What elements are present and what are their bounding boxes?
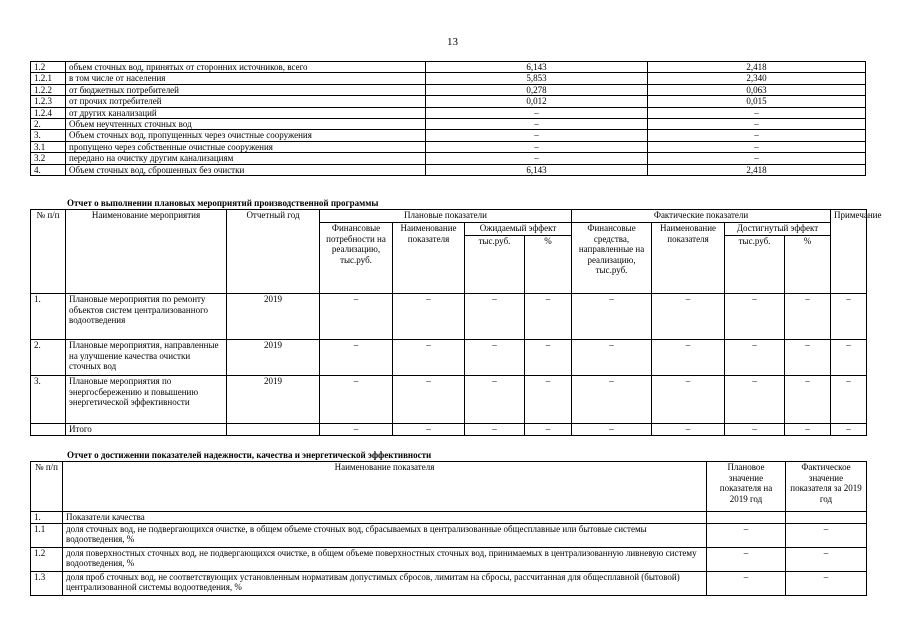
cell-value: – [525,294,572,340]
cell-value: – [525,424,572,436]
cell-value: – [831,294,867,340]
cell-value: – [572,340,652,376]
header-fact-pct: % [785,236,831,294]
cell-value: – [572,294,652,340]
cell-value: – [525,376,572,424]
cell-value: – [725,424,785,436]
cell-value: – [393,340,465,376]
header-fact: Фактическое значение показателя за 2019 год [786,462,867,512]
row-number: 1. [31,294,66,340]
value-fact: – [786,547,867,571]
header-expected-effect: Ожидаемый эффект [465,223,572,236]
header-fact-finance: Финансовые средства, направленные на реализацию, тыс.руб. [572,223,652,294]
value-plan: 0,012 [426,96,648,107]
cell-value: – [465,294,525,340]
value-plan: – [426,141,648,152]
header-plan-rub: тыс.руб. [465,236,525,294]
value-plan: – [707,523,786,547]
table-row [31,141,866,152]
header-fact-rub: тыс.руб. [725,236,785,294]
table-row [31,547,867,571]
reliability-section-title: Отчет о достижении показателей надежности, качества и энергетической эффективности [67,450,432,460]
cell-value: – [725,294,785,340]
row-name: Показатели качества [63,512,707,524]
row-number: 1.3 [31,571,63,595]
header-note: Примечание [831,210,867,294]
row-number: 3.2 [31,153,66,164]
value-plan [707,512,786,524]
row-name: доля проб сточных вод, не соответствующих установленным нормативам допустимых сбросов, лимитам на сбросы, рассчитанная для общесплавной (бытовой) централизованной системы водоотведения, % [63,571,707,595]
row-name: Объем сточных вод, пропущенных через очистные сооружения [66,130,426,141]
row-name: передано на очистку другим канализациям [66,153,426,164]
header-fact-indicator: Наименование показателя [652,223,725,294]
cell-value: – [785,376,831,424]
table-row [31,130,866,141]
row-name: от других канализаций [66,107,426,118]
row-number: 1.2.4 [31,107,66,118]
table-row [31,107,866,118]
cell-value: – [831,340,867,376]
value-plan: 5,853 [426,73,648,84]
cell-value: – [652,294,725,340]
row-name: Плановые мероприятия по ремонту объектов систем централизованного водоотведения [66,294,227,340]
row-name: доля сточных вод, не подвергающихся очистке, в общем объеме сточных вод, сбрасываемых в централизованные общесплавные или бытовые системы водоотведения, % [63,523,707,547]
value-plan: – [707,571,786,595]
table-row [31,340,867,376]
row-name: Плановые мероприятия по энергосбережению и повышению энергетической эффективности [66,376,227,424]
cell-value: – [831,376,867,424]
cell-value: – [652,424,725,436]
row-name: от бюджетных потребителей [66,84,426,95]
row-name: объем сточных вод, принятых от сторонних источников, всего [66,62,426,73]
cell-value: – [785,340,831,376]
cell-value: – [572,376,652,424]
table-row [31,73,866,84]
row-number: 1.2 [31,547,63,571]
value-fact: 2,340 [648,73,866,84]
value-fact: 2,418 [648,164,866,175]
header-plan: Плановое значение показателя на 2019 год [707,462,786,512]
cell-value: – [572,424,652,436]
header-year: Отчетный год [227,210,320,294]
cell-value: – [652,340,725,376]
value-fact: – [786,571,867,595]
value-fact: – [648,141,866,152]
row-name: Объем сточных вод, сброшенных без очистки [66,164,426,175]
cell-value: – [785,294,831,340]
value-fact: – [648,118,866,129]
row-year: 2019 [227,376,320,424]
value-fact [786,512,867,524]
value-fact: – [648,153,866,164]
row-number: 3. [31,130,66,141]
table-row [31,376,867,424]
header-num: № п/п [31,210,66,294]
cell-value: – [785,424,831,436]
header-row [31,210,867,223]
value-plan: 6,143 [426,62,648,73]
header-achieved-effect: Достигнутый эффект [725,223,831,236]
header-plan-indicator: Наименование показателя [393,223,465,294]
value-plan: 0,278 [426,84,648,95]
value-fact: 2,418 [648,62,866,73]
header-num: № п/п [31,462,63,512]
reliability-indicators-table [30,461,867,596]
value-fact: – [786,523,867,547]
table-row [31,96,866,107]
row-name: Плановые мероприятия, направленные на улучшение качества очистки сточных вод [66,340,227,376]
table-row [31,84,866,95]
cell-value: – [831,424,867,436]
row-number: 3. [31,376,66,424]
value-fact: – [648,107,866,118]
cell-value: – [652,376,725,424]
row-name: доля поверхностных сточных вод, не подвергающихся очистке, в общем объеме поверхностных сточных вод, принимаемых в централизованную ливневую систему водоотведения, % [63,547,707,571]
cell-value: – [320,424,393,436]
row-name: от прочих потребителей [66,96,426,107]
cell-value: – [465,376,525,424]
row-year: 2019 [227,340,320,376]
cell-value: – [393,294,465,340]
header-plan-pct: % [525,236,572,294]
row-number: 1.1 [31,523,63,547]
row-number: 3.1 [31,141,66,152]
cell-value: – [465,424,525,436]
table-row [31,153,866,164]
value-plan: – [426,153,648,164]
value-fact: 0,063 [648,84,866,95]
total-row [31,424,867,436]
table-row [31,512,867,524]
cell-value: – [465,340,525,376]
cell-value: – [725,376,785,424]
value-fact: – [648,130,866,141]
wastewater-volume-table [30,61,866,176]
value-plan: 6,143 [426,164,648,175]
value-plan: – [707,547,786,571]
value-plan: – [426,130,648,141]
table-row [31,118,866,129]
table-row [31,571,867,595]
row-number [31,424,66,436]
row-name: Объем неучтенных сточных вод [66,118,426,129]
cell-value: – [320,294,393,340]
row-number: 4. [31,164,66,175]
row-name: Итого [66,424,227,436]
cell-value: – [320,340,393,376]
page-number: 13 [447,36,458,48]
row-number: 1. [31,512,63,524]
value-fact: 0,015 [648,96,866,107]
row-number: 2. [31,340,66,376]
row-number: 2. [31,118,66,129]
table-row [31,164,866,175]
cell-value: – [393,424,465,436]
row-number: 1.2.1 [31,73,66,84]
table-row [31,523,867,547]
row-year [227,424,320,436]
row-number: 1.2.3 [31,96,66,107]
header-plan-finance: Финансовые потребности на реализацию, тыс.руб. [320,223,393,294]
cell-value: – [320,376,393,424]
header-fact: Фактические показатели [572,210,831,223]
table-row [31,294,867,340]
cell-value: – [393,376,465,424]
header-plan: Плановые показатели [320,210,572,223]
cell-value: – [725,340,785,376]
cell-value: – [525,340,572,376]
header-name: Наименование показателя [63,462,707,512]
value-plan: – [426,107,648,118]
row-year: 2019 [227,294,320,340]
value-plan: – [426,118,648,129]
row-number: 1.2.2 [31,84,66,95]
program-section-title: Отчет о выполнении плановых мероприятий производственной программы [67,198,379,208]
row-number: 1.2 [31,62,66,73]
program-measures-table [30,209,882,436]
header-name: Наименование мероприятия [66,210,227,294]
table-row [31,62,866,73]
header-row [31,462,867,512]
row-name: в том числе от населения [66,73,426,84]
row-name: пропущено через собственные очистные сооружения [66,141,426,152]
